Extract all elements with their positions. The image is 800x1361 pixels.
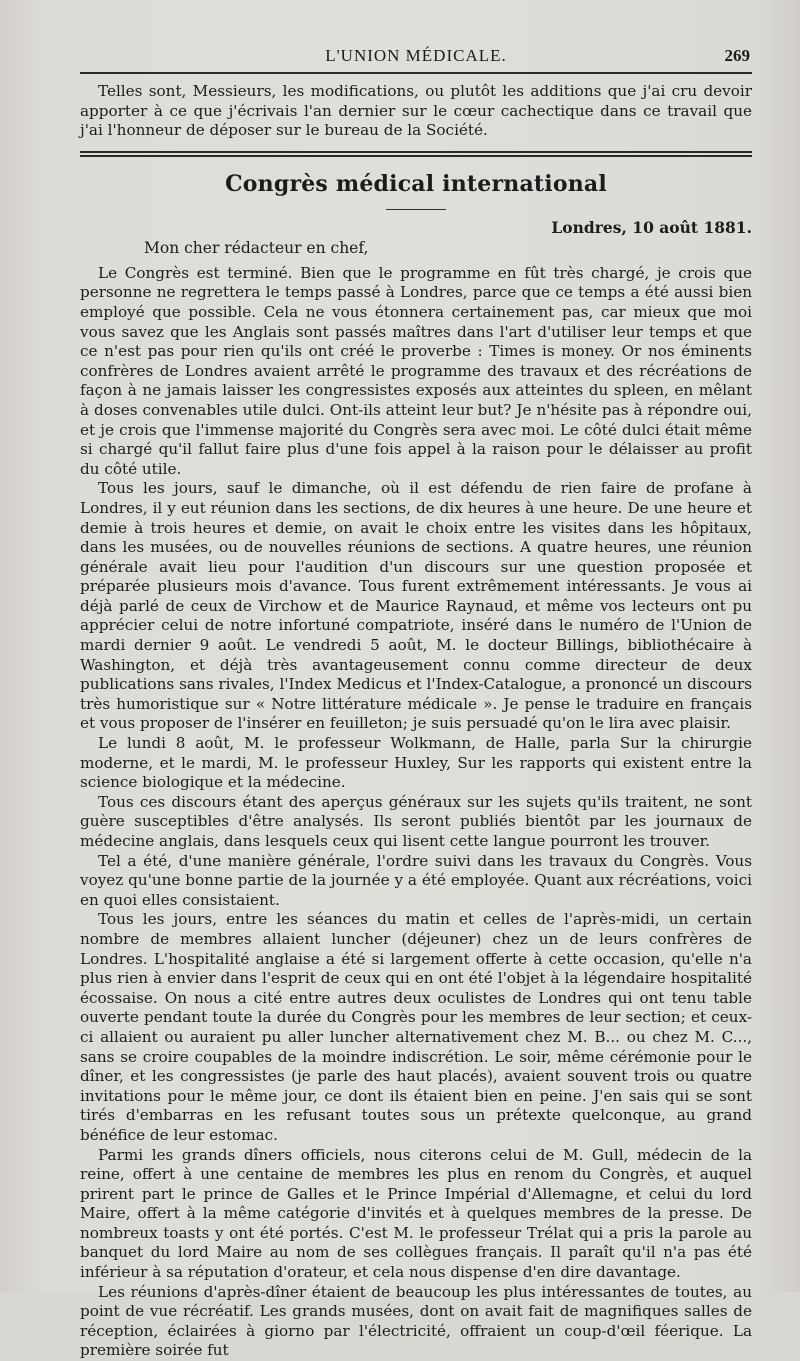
section-divider (80, 151, 752, 157)
running-header (80, 36, 752, 70)
paragraph: Tous les jours, sauf le dimanche, où il est défendu de rien faire de profane à Londres, il y eut réunion dans les sections, de dix heures à une heure. De une heure et demie à trois heures et demie, on avait le choix entre les visites dans les hôpitaux, dans les musées, ou de nouvelles réunions de sections. A quatre heures, une réunion générale avait lieu pour l'audition d'un discours sur une question proposée et préparée plusieurs mois d'avance. Tous furent extrêmement intéressants. Je vous ai déjà parlé de ceux de Virchow et de Maurice Raynaud, et même vos lecteurs ont pu apprécier celui de notre infortuné compatriote, inséré dans le numéro de l'Union de mardi dernier 9 août. Le vendredi 5 août, M. le docteur Billings, bibliothécaire à Washington, et déjà très avantageusement connu comme directeur de deux publications sans rivales, l'Index Medicus et l'Index-Catalogue, a prononcé un discours très humoristique sur « Notre littérature médicale ». Je pense le traduire en français et vous proposer de l'insérer en feuilleton; je suis persuadé qu'on le lira avec plaisir. (80, 479, 752, 733)
header-rule (80, 72, 752, 74)
paragraph: Les réunions d'après-dîner étaient de beaucoup les plus intéressantes de toutes, au point de vue récréatif. Les grands musées, dont on avait fait de magnifiques salles de réception, éclairées à giorno par l'électricité, offraient un coup-d'œil féerique. La première soirée fut (80, 1282, 752, 1360)
article-title: Congrès médical international (225, 170, 607, 197)
paragraph: Tous ces discours étant des aperçus généraux sur les sujets qu'ils traitent, ne sont guère susceptibles d'être analysés. Ils seront publiés bientôt par les journaux de médecine anglais, dans lesquels ceux qui lisent cette langue pourront les trouver. (80, 792, 752, 850)
intro-section (80, 82, 752, 141)
title-rule (386, 209, 446, 210)
paragraph: Le Congrès est terminé. Bien que le programme en fût très chargé, je crois que personne ne regrettera le temps passé à Londres, parce que ce temps a été aussi bien employé que possible. Cela ne vous étonnera certainement pas, car mieux que moi vous savez que les Anglais sont passés maîtres dans l'art d'utiliser leur temps et que ce n'est pas pour rien qu'ils ont créé le proverbe : Times is money. Or nos éminents confrères de Londres avaient arrêté le programme des travaux et des récréations de façon à ne jamais laisser les congressistes exposés aux atteintes du spleen, en mêlant à doses convenables utile dulci. Ont-ils atteint leur but? Je n'hésite pas à répondre oui, et je crois que l'immense majorité du Congrès sera avec moi. Le côté dulci était même si chargé qu'il fallut faire plus d'une fois appel à la raison pour le délaisser au profit du côté utile. (80, 263, 752, 478)
page-number: 269 (724, 46, 750, 65)
paragraph: Tel a été, d'une manière générale, l'ordre suivi dans les travaux du Congrès. Vous voyez qu'une bonne partie de la journée y a été employée. Quant aux récréations, voici en quoi elles consistaient. (80, 851, 752, 909)
running-title: L'UNION MÉDICALE. (325, 46, 507, 65)
salutation: Mon cher rédacteur en chef, (144, 238, 369, 257)
intro-paragraph: Telles sont, Messieurs, les modifications, ou plutôt les additions que j'ai cru devoir apporter à ce que j'écrivais l'an dernier sur le cœur cachectique dans ce travail que j'ai l'honneur de déposer sur le bureau de la Société. (80, 82, 752, 140)
article-body (80, 264, 752, 1361)
paragraph: Le lundi 8 août, M. le professeur Wolkmann, de Halle, parla Sur la chirurgie moderne, et le mardi, M. le professeur Huxley, Sur les rapports qui existent entre la science biologique et la médecine. (80, 734, 752, 792)
dateline: Londres, 10 août 1881. (551, 217, 752, 237)
paragraph: Parmi les grands dîners officiels, nous citerons celui de M. Gull, médecin de la reine, offert à une centaine de membres les plus en renom du Congrès, et auquel prirent part le prince de Galles et le Prince Impérial d'Allemagne, et celui du lord Maire, offert à la même catégorie d'invités et à quelques membres de la presse. De nombreux toasts y ont été portés. C'est M. le professeur Trélat qui a pris la parole au banquet du lord Maire au nom de ses collègues français. Il paraît qu'il n'a pas été inférieur à sa réputation d'orateur, et cela nous dispense d'en dire davantage. (80, 1145, 752, 1282)
paragraph: Tous les jours, entre les séances du matin et celles de l'après-midi, un certain nombre de membres allaient luncher (déjeuner) chez un de leurs confrères de Londres. L'hospitalité anglaise a été si largement offerte à cette occasion, qu'elle n'a plus rien à envier dans l'esprit de ceux qui en ont été l'objet à la légendaire hospitalité écossaise. On nous a cité entre autres deux oculistes de Londres qui ont tenu table ouverte pendant toute la durée du Congrès pour les membres de leur section; et ceux-ci allaient ou auraient pu aller luncher alternativement chez M. B... ou chez M. C..., sans se croire coupables de la moindre indiscrétion. Le soir, même cérémonie pour le dîner, et les congressistes (je parle des haut placés), avaient souvent trois ou quatre invitations pour le même jour, ce dont ils étaient bien en peine. J'en sais qui se sont tirés d'embarras en les refusant toutes sous un prétexte quelconque, au grand bénéfice de leur estomac. (80, 910, 752, 1144)
